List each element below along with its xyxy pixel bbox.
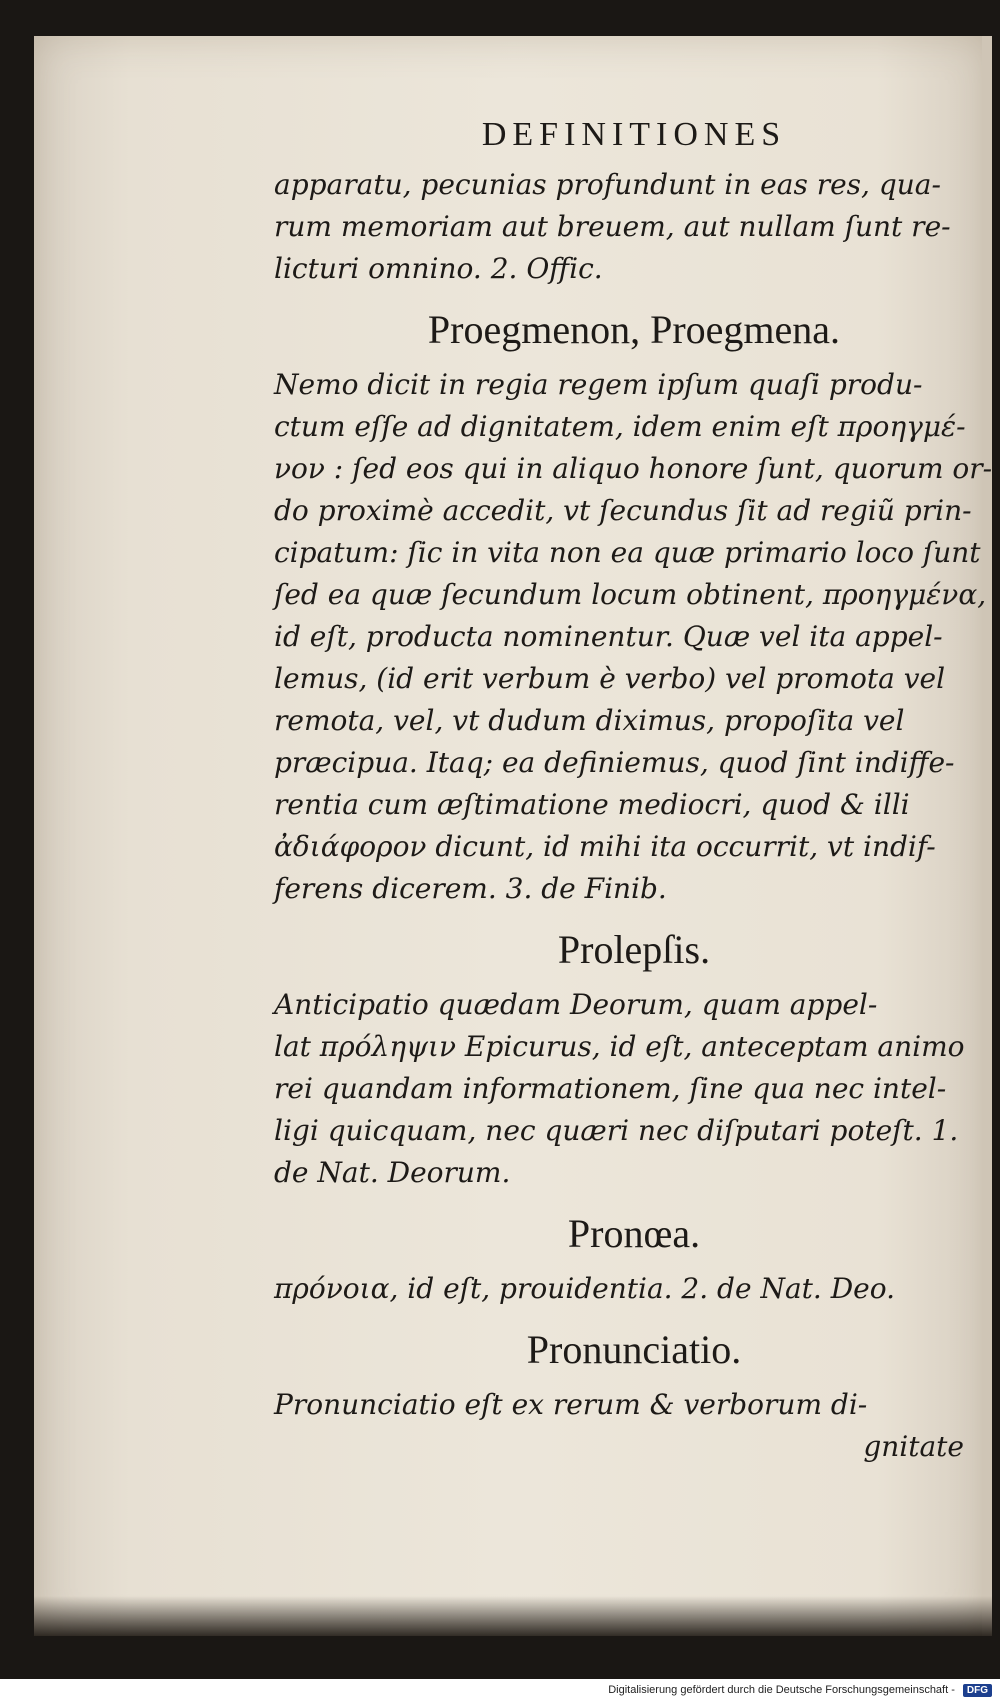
entry-heading-proegmenon: Proegmenon, Proegmena. — [427, 307, 841, 352]
catchword: gnitate — [863, 1430, 964, 1463]
text-line: de Nat. Deorum. — [274, 1156, 511, 1189]
text-line: apparatu, pecunias profundunt in eas res, qua- — [274, 168, 941, 201]
text-line: νον : ſed eos qui in aliquo honore ſunt, quorum or- — [274, 452, 993, 485]
text-line: ſed ea quæ ſecundum locum obtinent, προηγμένα, — [274, 578, 987, 611]
entry-heading-pronunciatio: Pronunciatio. — [526, 1327, 742, 1372]
page-bottom-shadow — [34, 1596, 992, 1636]
text-line: ctum eſſe ad dignitatem, idem enim eſt προηγμέ- — [274, 410, 966, 443]
book-page — [34, 36, 992, 1636]
text-line: remota, vel, vt dudum diximus, propoſita vel — [274, 704, 905, 737]
text-line: ἀδιάφορον dicunt, id mihi ita occurrit, vt indif- — [274, 830, 936, 863]
text-line: πρόνοια, id eſt, prouidentia. 2. de Nat. Deo. — [274, 1272, 895, 1305]
entry-heading-pronoea: Pronœa. — [567, 1211, 701, 1256]
entry-heading-prolepsis: Prolepſis. — [557, 927, 711, 972]
text-line: præcipua. Itaq; ea definiemus, quod ſint indiffe- — [274, 746, 955, 779]
text-line: do proximè accedit, vt ſecundus ſit ad regiũ prin- — [274, 494, 972, 527]
text-line: lemus, (id erit verbum è verbo) vel promota vel — [274, 662, 946, 695]
running-head: DEFINITIONES — [481, 116, 787, 153]
text-line: rei quandam informationem, ſine qua nec intel- — [274, 1072, 947, 1105]
text-line: Anticipatio quædam Deorum, quam appel- — [274, 988, 878, 1021]
digitization-credit-bar — [0, 1679, 1000, 1701]
dfg-logo-icon: DFG — [963, 1684, 992, 1697]
text-line: id eſt, producta nominentur. Quæ vel ita appel- — [274, 620, 943, 653]
digitization-credit: Digitalisierung gefördert durch die Deutsche Forschungsgemeinschaft - — [608, 1684, 955, 1696]
text-line: Nemo dicit in regia regem ipſum quaſi produ- — [274, 368, 923, 401]
text-line: ferens dicerem. 3. de Finib. — [274, 872, 667, 905]
text-line: cipatum: ſic in vita non ea quæ primario loco ſunt — [274, 536, 981, 569]
text-line: rum memoriam aut breuem, aut nullam ſunt re- — [274, 210, 951, 243]
text-line: lat πρόληψιν Epicurus, id eſt, anteceptam animo — [274, 1030, 965, 1063]
text-line: ligi quicquam, nec quæri nec diſputari poteſt. 1. — [274, 1114, 959, 1147]
text-line: rentia cum æſtimatione mediocri, quod & illi — [274, 788, 910, 821]
text-line: Pronunciatio eſt ex rerum & verborum di- — [274, 1388, 868, 1421]
page-text — [274, 116, 994, 1468]
text-line: licturi omnino. 2. Offic. — [274, 252, 603, 285]
